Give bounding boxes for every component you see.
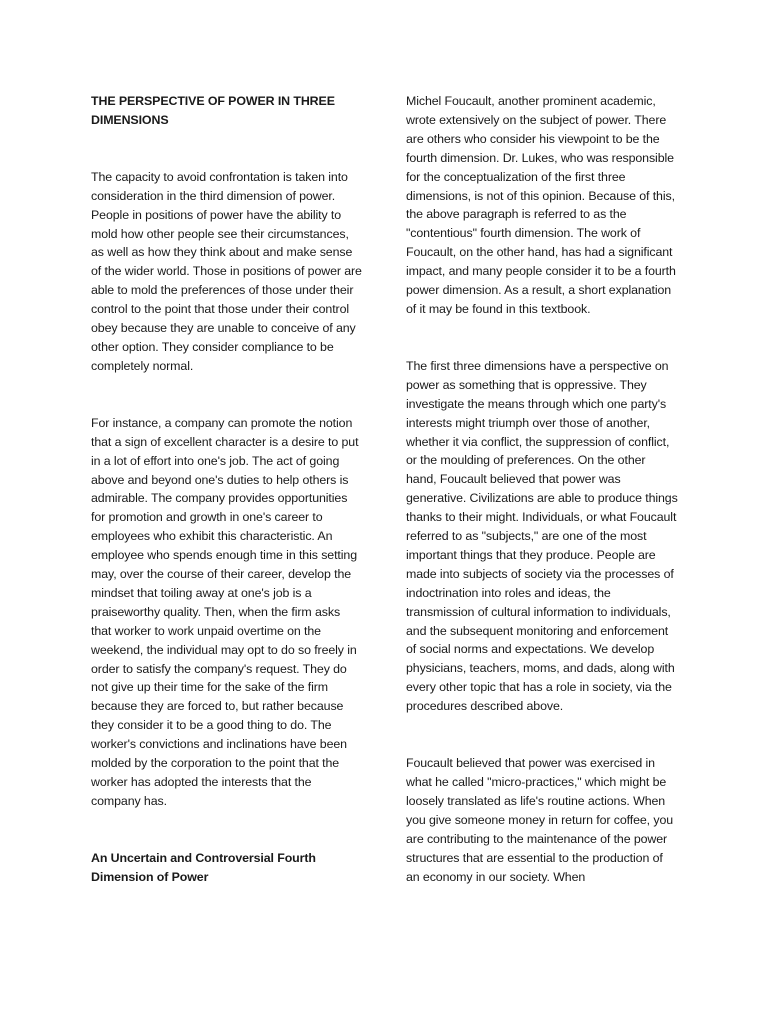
- left-column: [91, 92, 363, 887]
- right-column: [406, 92, 678, 886]
- paragraph: For instance, a company can promote the notion that a sign of excellent character is a desire to put in a lot of effort into one's job. The act of going above and beyond one's duties to help others is admirable. The company provides opportunities for promotion and growth in one's career to employees who exhibit this characteristic. An employee who spends enough time in this setting may, over the course of their career, develop the mindset that toiling away at one's job is a praiseworthy quality. Then, when the firm asks that worker to work unpaid overtime on the weekend, the individual may opt to do so freely in order to satisfy the company's request. They do not give up their time for the sake of the firm because they are forced to, but rather because they consider it to be a good thing to do. The worker's convictions and inclinations have been molded by the corporation to the point that the worker has adopted the interests that the company has.: [91, 415, 359, 808]
- paragraph: The first three dimensions have a perspective on power as something that is oppressive. They investigate the means through which one party's interests might triumph over those of another, whether it via conflict, the suppression of conflict, or the moulding of preferences. On the other hand, Foucault believed that power was generative. Civilizations are able to produce things thanks to their might. Individuals, or what Foucault referred to as "subjects," are one of the most important things that they produce. People are made into subjects of society via the processes of indoctrination into roles and ideas, the transmission of cultural information to individuals, and the subsequent monitoring and enforcement of social norms and expectations. We develop physicians, teachers, moms, and dads, along with every other topic that has a role in society, via the procedures described above.: [406, 358, 678, 714]
- paragraph: Foucault believed that power was exercised in what he called "micro-practices," which might be loosely translated as life's routine actions. When you give someone money in return for coffee, you are contributing to the maintenance of the power structures that are essential to the production of an economy in our society. When: [406, 756, 674, 884]
- section-heading: THE PERSPECTIVE OF POWER IN THREE DIMENSIONS: [91, 94, 335, 127]
- paragraph: The capacity to avoid confrontation is taken into consideration in the third dimension of power. People in positions of power have the ability to mold how other people see their circumstances, as well as how they think about and make sense of the wider world. Those in positions of power are able to mold the preferences of those under their control to the point that those under their control obey because they are unable to conceive of any other option. They consider compliance to be completely normal.: [91, 169, 362, 373]
- paragraph: Michel Foucault, another prominent academic, wrote extensively on the subject of power. There are others who consider his viewpoint to be the fourth dimension. Dr. Lukes, who was responsible for the conceptualization of the first three dimensions, is not of this opinion. Because of this, the above paragraph is referred to as the "contentious" fourth dimension. The work of Foucault, on the other hand, has had a significant impact, and many people consider it to be a fourth power dimension. As a result, a short explanation of it may be found in this textbook.: [406, 94, 676, 316]
- subsection-heading: An Uncertain and Controversial Fourth Dimension of Power: [91, 850, 316, 884]
